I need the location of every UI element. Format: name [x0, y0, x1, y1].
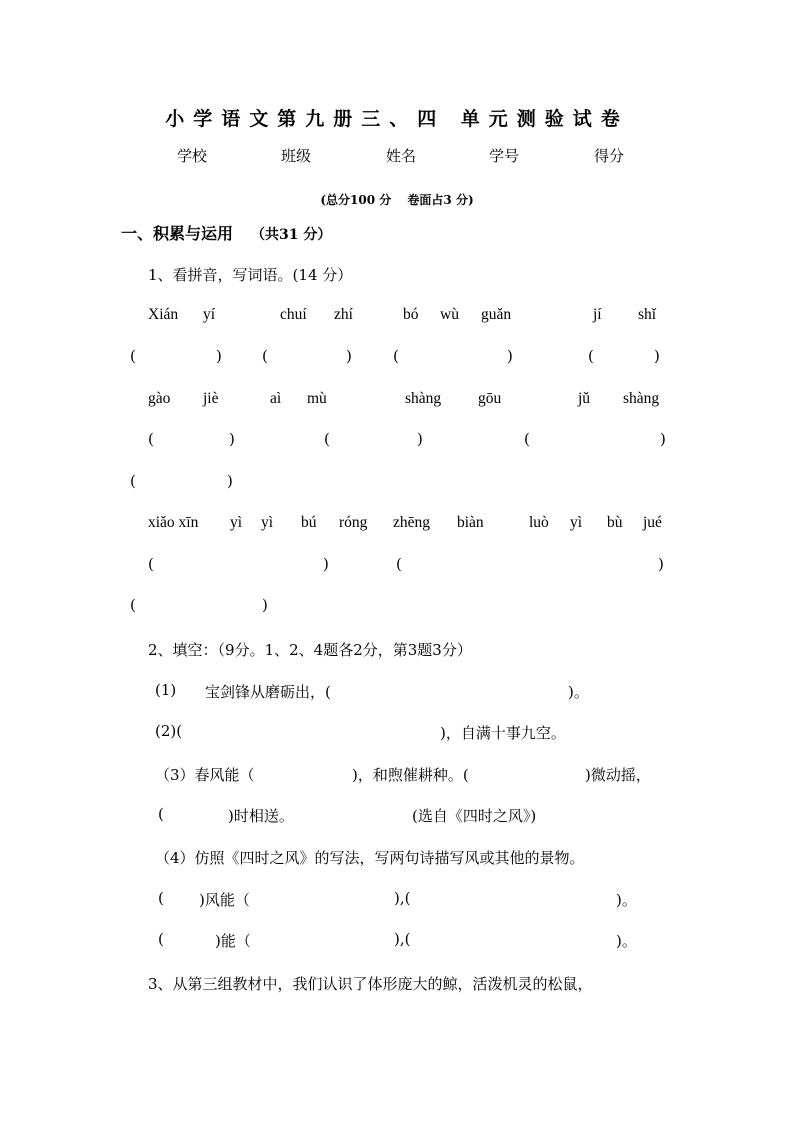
pinyin: jué [643, 514, 662, 531]
fill-item-4-text: （4）仿照《四时之风》的写法，写两句诗描写风或其他的景物。 [155, 849, 585, 867]
score-note: (总分100 分 卷面占3 分) [320, 193, 474, 207]
page-title: 小学语文第九册三、四 单元测验试卷 [165, 108, 629, 130]
pinyin: biàn [457, 514, 484, 531]
answer-paren-open: ( [130, 596, 136, 614]
pinyin: jiè [203, 390, 219, 407]
answer-paren-close: ) [654, 347, 660, 365]
answer-paren-open: ( [130, 347, 136, 365]
info-student-number: 学号 [489, 147, 520, 165]
pinyin: bù [607, 514, 623, 531]
pinyin: Xián [148, 306, 179, 323]
fill-item-2-end: )，自满十事九空。 [440, 724, 566, 742]
answer-paren-close: ) [658, 555, 664, 573]
fill-item-3-end: )微动摇， [585, 766, 651, 784]
answer-paren-close: ) [417, 430, 423, 448]
pinyin: yì [570, 514, 583, 531]
pinyin: chuí [280, 306, 307, 323]
fill-item-4a-sep: ),( [394, 889, 411, 907]
question-1-prompt: 1、看拼音，写词语。(14 分） [148, 266, 353, 284]
pinyin: shàng [623, 390, 660, 407]
pinyin: yì [230, 514, 243, 531]
answer-paren-close: ) [323, 555, 329, 573]
question-2-prompt: 2、填空：（9分。1、2、4题各2分，第3题3分） [148, 641, 472, 659]
section-heading [121, 221, 331, 244]
pinyin: zhēng [393, 514, 431, 531]
answer-paren-close: ) [660, 430, 666, 448]
answer-paren-close: ) [346, 347, 352, 365]
fill-item-4b-open: ( [158, 930, 164, 948]
section-title: 一、积累与运用 [121, 224, 234, 243]
pinyin: jǔ [578, 390, 591, 407]
fill-item-4a-label: )风能（ [199, 891, 250, 909]
answer-paren-open: ( [524, 430, 530, 448]
pinyin: bú [301, 514, 317, 531]
pinyin: yì [261, 514, 274, 531]
pinyin: guǎn [481, 306, 512, 323]
pinyin: gào [148, 390, 171, 407]
answer-paren-open: ( [262, 347, 268, 365]
fill-item-3-text: （3）春风能（ [155, 766, 255, 784]
answer-paren-close: ) [229, 430, 235, 448]
question-3-prompt: 3、从第三组教材中，我们认识了体形庞大的鲸，活泼机灵的松鼠， [148, 975, 593, 993]
pinyin: yí [203, 306, 216, 323]
info-school: 学校 [177, 147, 208, 165]
pinyin: jí [593, 306, 602, 323]
pinyin: bó [403, 306, 419, 323]
pinyin: luò [529, 514, 549, 531]
answer-paren-close: ) [262, 596, 268, 614]
pinyin: aì [270, 390, 282, 407]
answer-paren-open: ( [396, 555, 402, 573]
pinyin: shàng [405, 390, 442, 407]
answer-paren-close: ) [227, 472, 233, 490]
info-name: 姓名 [386, 147, 417, 165]
fill-item-3b-open: ( [158, 805, 164, 823]
pinyin: mù [307, 390, 327, 407]
answer-paren-open: ( [130, 472, 136, 490]
answer-paren-close: ) [216, 347, 222, 365]
answer-paren-open: ( [393, 347, 399, 365]
fill-item-1-end: )。 [568, 683, 589, 701]
fill-item-1-text: 宝剑锋从磨砺出，( [205, 683, 331, 701]
pinyin: wù [440, 306, 459, 323]
fill-item-1-number: (1) [155, 681, 177, 699]
fill-item-3-source: (选自《四时之风》) [412, 807, 537, 825]
section-points: （共31 分） [251, 227, 332, 243]
fill-item-4b-label: )能（ [215, 932, 251, 950]
pinyin: xiǎo xīn [148, 514, 199, 531]
fill-item-4b-end: )。 [616, 932, 637, 950]
fill-item-3-mid: )，和煦催耕种。( [352, 766, 469, 784]
pinyin: zhí [334, 306, 353, 323]
fill-item-4a-open: ( [158, 889, 164, 907]
answer-paren-open: ( [148, 430, 154, 448]
fill-item-3b-close: )时相送。 [228, 807, 294, 825]
pinyin: gōu [478, 390, 502, 407]
answer-paren-open: ( [148, 555, 154, 573]
answer-paren-open: ( [324, 430, 330, 448]
fill-item-4b-sep: ),( [394, 930, 411, 948]
answer-paren-open: ( [588, 347, 594, 365]
answer-paren-close: ) [507, 347, 513, 365]
fill-item-2-text: (2)( [155, 722, 183, 740]
fill-item-4a-end: )。 [616, 891, 637, 909]
pinyin: shǐ [638, 306, 657, 323]
info-score: 得分 [594, 147, 625, 165]
pinyin: róng [339, 514, 368, 531]
info-class: 班级 [281, 147, 312, 165]
